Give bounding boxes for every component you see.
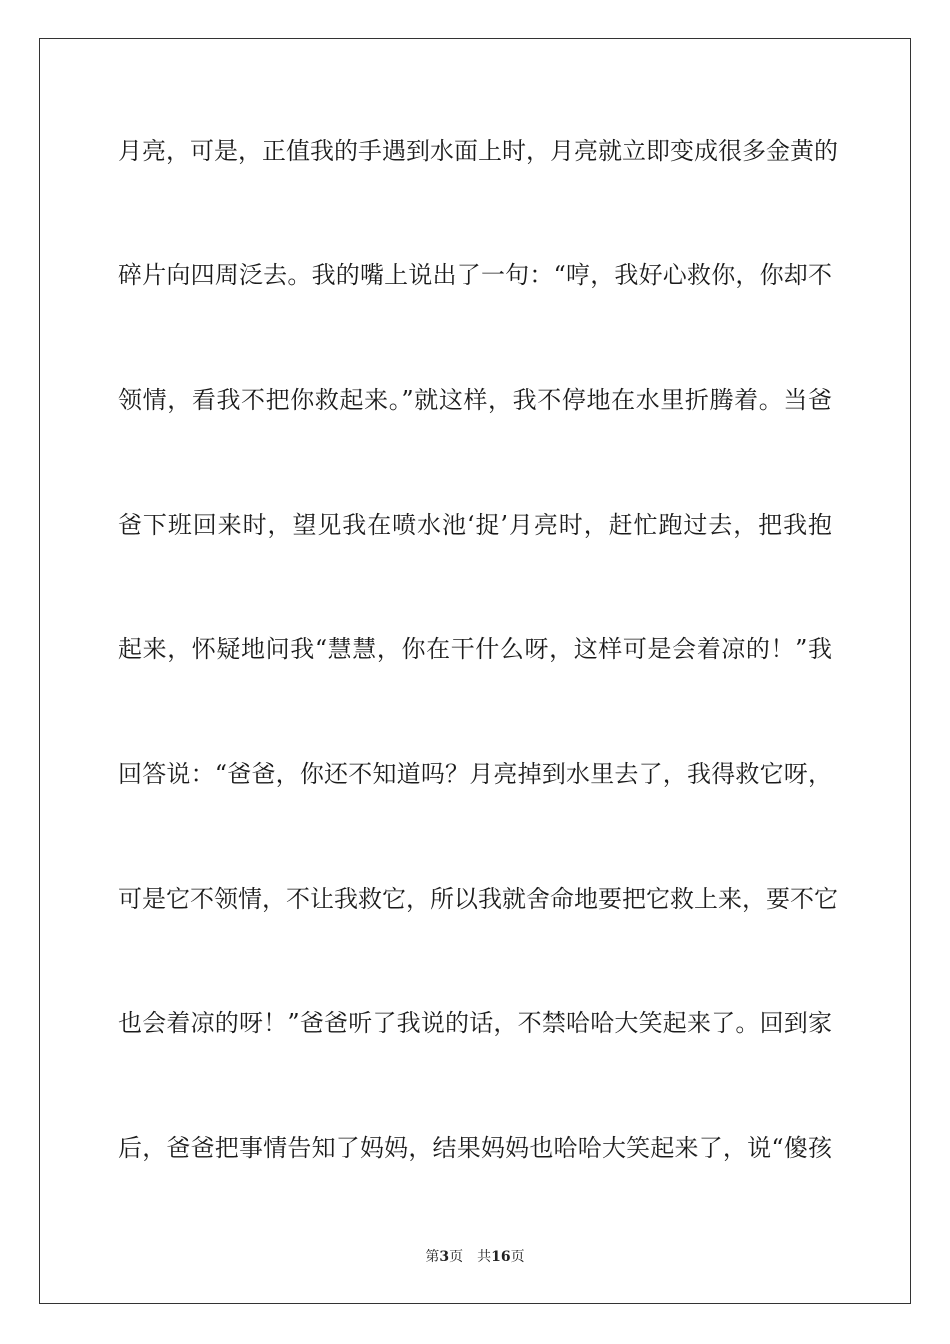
text-line: 月亮，可是，正值我的手遇到水面上时，月亮就立即变成很多金黄的 (118, 137, 838, 165)
total-label-prefix: 共 (477, 1249, 492, 1265)
page-label-suffix: 页 (449, 1249, 464, 1265)
text-line: 爸下班回来时，望见我在喷水池‘捉’月亮时，赶忙跑过去，把我抱 (118, 511, 832, 539)
page-number: 3 (439, 1249, 450, 1265)
page-border (39, 38, 911, 1304)
text-line: 后，爸爸把事情告知了妈妈，结果妈妈也哈哈大笑起来了，说“傻孩 (118, 1134, 832, 1162)
page-label-prefix: 第 (425, 1249, 440, 1265)
total-pages: 16 (491, 1249, 511, 1265)
text-line: 碎片向四周泛去。我的嘴上说出了一句：“哼，我好心救你，你却不 (118, 261, 832, 289)
page-footer (0, 1248, 950, 1266)
text-line: 领情，看我不把你救起来。”就这样，我不停地在水里折腾着。当爸 (118, 386, 832, 414)
text-line: 起来，怀疑地问我“慧慧，你在干什么呀，这样可是会着凉的！”我 (118, 635, 832, 663)
text-line: 可是它不领情，不让我救它，所以我就舍命地要把它救上来，要不它 (118, 885, 838, 913)
text-line: 回答说：“爸爸，你还不知道吗？月亮掉到水里去了，我得救它呀， (118, 760, 832, 788)
text-line: 也会着凉的呀！”爸爸听了我说的话，不禁哈哈大笑起来了。回到家 (118, 1009, 832, 1037)
total-label-suffix: 页 (510, 1249, 525, 1265)
